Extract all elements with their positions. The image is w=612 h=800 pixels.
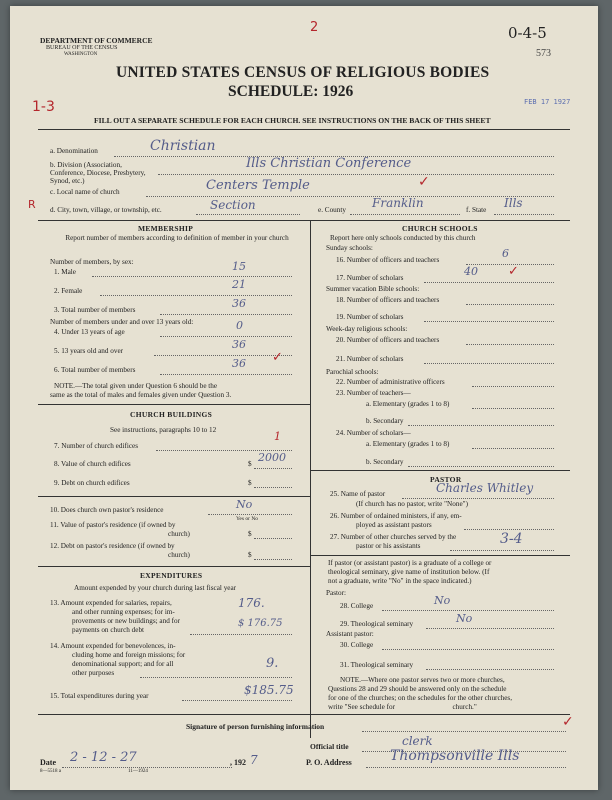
q13-label-c: provements or new buildings; and for [72, 617, 180, 625]
q24a-label: a. Elementary (grades 1 to 8) [366, 440, 450, 448]
signature-label: Signature of person furnishing information [186, 722, 325, 731]
membership-rule [38, 404, 310, 405]
year-value: 7 [250, 753, 258, 767]
q1-line [92, 276, 292, 277]
q4-label: 4. Under 13 years of age [54, 328, 125, 336]
pastor-note-1: NOTE.—Where one pastor serves two or more churches, [340, 676, 505, 684]
schools-intro: Report here only schools conducted by this church [330, 234, 476, 242]
q30-line [382, 649, 554, 650]
q2-line [100, 295, 292, 296]
q26-line [464, 529, 554, 530]
dept-label: DEPARTMENT OF COMMERCE [40, 36, 153, 45]
q20-label: 20. Number of officers and teachers [336, 336, 440, 344]
weekday-label: Week-day religious schools: [326, 325, 408, 333]
graduate-note-3: not a graduate, write "No" in the space indicated.) [328, 577, 472, 585]
q8-dollar: $ [248, 460, 252, 468]
bureau-label: BUREAU OF THE CENSUS [46, 45, 118, 51]
q17-check-icon: ✓ [508, 264, 519, 279]
local-name-label: c. Local name of church [50, 188, 120, 196]
q23a-label: a. Elementary (grades 1 to 8) [366, 400, 450, 408]
vacation-label: Summer vacation Bible schools: [326, 285, 420, 293]
q17-line [424, 282, 554, 283]
q17-label: 17. Number of scholars [336, 274, 404, 282]
fields-rule [38, 220, 570, 221]
q26-label-a: 26. Number of ordained ministers, if any, em- [330, 512, 462, 520]
q11-line [254, 538, 292, 539]
q6-value: 36 [232, 357, 246, 370]
q25-value: Charles Whitley [436, 481, 534, 495]
pastor-title: PASTOR [430, 475, 462, 484]
q24b-label: b. Secondary [366, 458, 404, 466]
q24a-line [472, 448, 554, 449]
q5-label: 5. 13 years old and over [54, 347, 124, 355]
schools-rule [310, 470, 570, 471]
q28-line [382, 610, 554, 611]
q13-value-a: 176. [238, 596, 265, 610]
expenditures-intro: Amount expended by your church during last fiscal year [74, 584, 237, 592]
signature-line [362, 731, 566, 732]
q15-line [182, 700, 292, 701]
q3-value: 36 [232, 297, 246, 310]
state-line [494, 214, 554, 215]
q6-line [160, 374, 292, 375]
date-stamp: FEB 17 1927 [524, 98, 571, 106]
q10-value: No [236, 498, 253, 511]
q12-label-a: 12. Debt on pastor's residence (if owned by [50, 542, 175, 550]
residence-rule [38, 566, 310, 567]
q10-line [208, 514, 292, 515]
q11-dollar: $ [248, 530, 252, 538]
date-line [62, 767, 232, 768]
q31-label: 31. Theological seminary [340, 661, 414, 669]
q29-label: 29. Theological seminary [340, 620, 414, 628]
q14-label-a: 14. Amount expended for benevolences, in- [50, 642, 176, 650]
q13-value-b: $ 176.75 [238, 618, 283, 629]
division-line [158, 174, 554, 175]
state-label: f. State [466, 206, 487, 214]
local-name-value: Centers Temple [206, 178, 310, 193]
red-margin-mark: 1-3 [32, 99, 55, 115]
official-title-value: clerk [402, 734, 433, 748]
q27-value: 3-4 [500, 531, 523, 547]
buildings-intro: See instructions, paragraphs 10 to 12 [110, 426, 217, 434]
buildings-rule [38, 496, 310, 497]
q30-label: 30. College [340, 641, 374, 649]
schedule-title: SCHEDULE: 1926 [228, 83, 354, 100]
body-bottom-rule [38, 714, 570, 715]
q17-value: 40 [464, 265, 478, 278]
division-value: Ills Christian Conference [246, 156, 412, 171]
q29-value: No [456, 612, 473, 625]
q5-value: 36 [232, 338, 246, 351]
q1-label: 1. Male [54, 268, 76, 276]
number-mark: 573 [536, 48, 551, 59]
code-mark: 0-4-5 [508, 24, 547, 42]
red-top-mark: 2 [310, 20, 319, 35]
year-suffix: , 192 [230, 758, 246, 767]
q25-label: 25. Name of pastor [330, 490, 386, 498]
assistant-subhead: Assistant pastor: [326, 630, 374, 638]
q12-line [254, 559, 292, 560]
q14-label-b: cluding home and foreign missions; for [72, 651, 186, 659]
signature-check-icon: ✓ [562, 714, 574, 730]
q3-label: 3. Total number of members [54, 306, 136, 314]
by-sex-label: Number of members, by sex: [50, 258, 134, 266]
graduate-note-1: If pastor (or assistant pastor) is a graduate of a college or [328, 559, 492, 567]
q27-label-a: 27. Number of other churches served by the [330, 533, 457, 541]
q23b-label: b. Secondary [366, 417, 404, 425]
membership-note-2: same as the total of males and females given under Question 3. [50, 391, 232, 399]
age-intro: Number of members under and over 13 years old: [50, 318, 194, 326]
q12-label-b: church) [168, 551, 190, 559]
pastor-note-2: Questions 28 and 29 should be answered only on the schedule [328, 685, 507, 693]
pastor-note-4: write "See schedule for church." [328, 703, 477, 711]
q8-label: 8. Value of church edifices [54, 460, 131, 468]
q26-label-b: ployed as assistant pastors [356, 521, 432, 529]
q8-value: 2000 [258, 451, 286, 464]
q13-label-a: 13. Amount expended for salaries, repairs, [50, 599, 172, 607]
q11-label-a: 11. Value of pastor's residence (if owned by [50, 521, 176, 529]
column-divider [310, 220, 311, 738]
q7-value: 1 [274, 430, 281, 443]
q15-value: $185.75 [244, 683, 294, 697]
q4-value: 0 [236, 319, 243, 332]
q24b-line [408, 466, 554, 467]
q14-value: 9. [266, 656, 279, 671]
local-name-line [146, 196, 554, 197]
q13-label-b: and other running expenses; for im- [72, 608, 175, 616]
official-title-label: Official title [310, 742, 349, 751]
schools-title: CHURCH SCHOOLS [402, 224, 478, 233]
q13-label-d: payments on church debt [72, 626, 145, 634]
q16-value: 6 [502, 247, 509, 260]
q18-line [466, 304, 554, 305]
q18-label: 18. Number of officers and teachers [336, 296, 440, 304]
q23a-line [472, 408, 554, 409]
q22-label: 22. Number of administrative officers [336, 378, 445, 386]
q27-label-b: pastor or his assistants [356, 542, 421, 550]
q14-line [140, 677, 292, 678]
q21-line [424, 363, 554, 364]
q9-dollar: $ [248, 479, 252, 487]
q13-line [190, 634, 292, 635]
county-line [350, 214, 460, 215]
division-label: b. Division (Association, Conference, Diocese, Presbytery, Synod, etc.) [50, 161, 146, 185]
sunday-label: Sunday schools: [326, 244, 373, 252]
q8-line [254, 468, 292, 469]
pastor-rule [310, 555, 570, 556]
q23b-line [408, 425, 554, 426]
q2-value: 21 [232, 278, 246, 291]
q12-dollar: $ [248, 551, 252, 559]
date-value: 2 - 12 - 27 [70, 750, 137, 765]
q7-label: 7. Number of church edifices [54, 442, 139, 450]
city-label-d: d. City, town, village, or township, etc. [50, 206, 162, 214]
pastor-note-3: for one of the churches; on the schedules for the other churches, [328, 694, 513, 702]
page-title: UNITED STATES CENSUS OF RELIGIOUS BODIES [116, 64, 490, 81]
pastor-subhead: Pastor: [326, 589, 346, 597]
q15-label: 15. Total expenditures during year [50, 692, 149, 700]
census-schedule [10, 6, 598, 790]
header-rule [38, 129, 570, 130]
state-value: Ills [504, 196, 523, 210]
q24-label: 24. Number of scholars— [336, 429, 411, 437]
red-r-mark: R [28, 198, 36, 211]
q14-label-d: other purposes [72, 669, 115, 677]
city-value: Section [210, 198, 256, 212]
q25-line [402, 498, 554, 499]
form-number-2: 11—1924 [128, 769, 148, 774]
q1-value: 15 [232, 260, 246, 273]
membership-title: MEMBERSHIP [138, 224, 194, 233]
q6-label: 6. Total number of members [54, 366, 136, 374]
q16-label: 16. Number of officers and teachers [336, 256, 440, 264]
q19-label: 19. Number of scholars [336, 313, 404, 321]
q10-label: 10. Does church own pastor's residence [50, 506, 164, 514]
buildings-title: CHURCH BUILDINGS [130, 410, 213, 419]
q27-line [450, 550, 554, 551]
parochial-label: Parochial schools: [326, 368, 379, 376]
membership-intro: Report number of members according to definition of member in your church [65, 234, 289, 242]
q6-check-icon: ✓ [272, 350, 283, 365]
q22-line [472, 386, 554, 387]
q2-label: 2. Female [54, 287, 83, 295]
q3-line [160, 314, 292, 315]
denomination-value: Christian [150, 138, 216, 154]
q23-label: 23. Number of teachers— [336, 389, 411, 397]
check-mark-icon: ✓ [418, 174, 430, 190]
city-line [196, 214, 300, 215]
instruction-line: FILL OUT A SEPARATE SCHEDULE FOR EACH CHURCH. SEE INSTRUCTIONS ON THE BACK OF THIS SHEET [94, 116, 491, 125]
graduate-note-2: theological seminary, give name of institution below. (If [328, 568, 490, 576]
county-value: Franklin [372, 196, 424, 210]
po-address-value: Thompsonville Ills [390, 748, 520, 764]
po-address-label: P. O. Address [306, 758, 352, 767]
po-address-line [366, 767, 566, 768]
q21-label: 21. Number of scholars [336, 355, 404, 363]
q4-line [160, 336, 292, 337]
yes-no-hint: Yes or No [236, 516, 259, 522]
q9-line [254, 487, 292, 488]
q9-label: 9. Debt on church edifices [54, 479, 130, 487]
q11-label-b: church) [168, 530, 190, 538]
q19-line [424, 321, 554, 322]
form-number: 8—5518 a [40, 769, 61, 774]
date-label: Date [40, 758, 56, 767]
q28-value: No [434, 594, 451, 607]
membership-note-1: NOTE.—The total given under Question 6 should be the [54, 382, 218, 390]
q31-line [426, 669, 554, 670]
city-label: WASHINGTON [64, 52, 98, 57]
expenditures-title: EXPENDITURES [140, 571, 203, 580]
county-label: e. County [318, 206, 346, 214]
q25-hint: (If church has no pastor, write "None") [356, 500, 468, 508]
q28-label: 28. College [340, 602, 374, 610]
q14-label-c: denominational support; and for all [72, 660, 174, 668]
denomination-label: a. Denomination [50, 147, 98, 155]
q29-line [426, 628, 554, 629]
q20-line [466, 344, 554, 345]
